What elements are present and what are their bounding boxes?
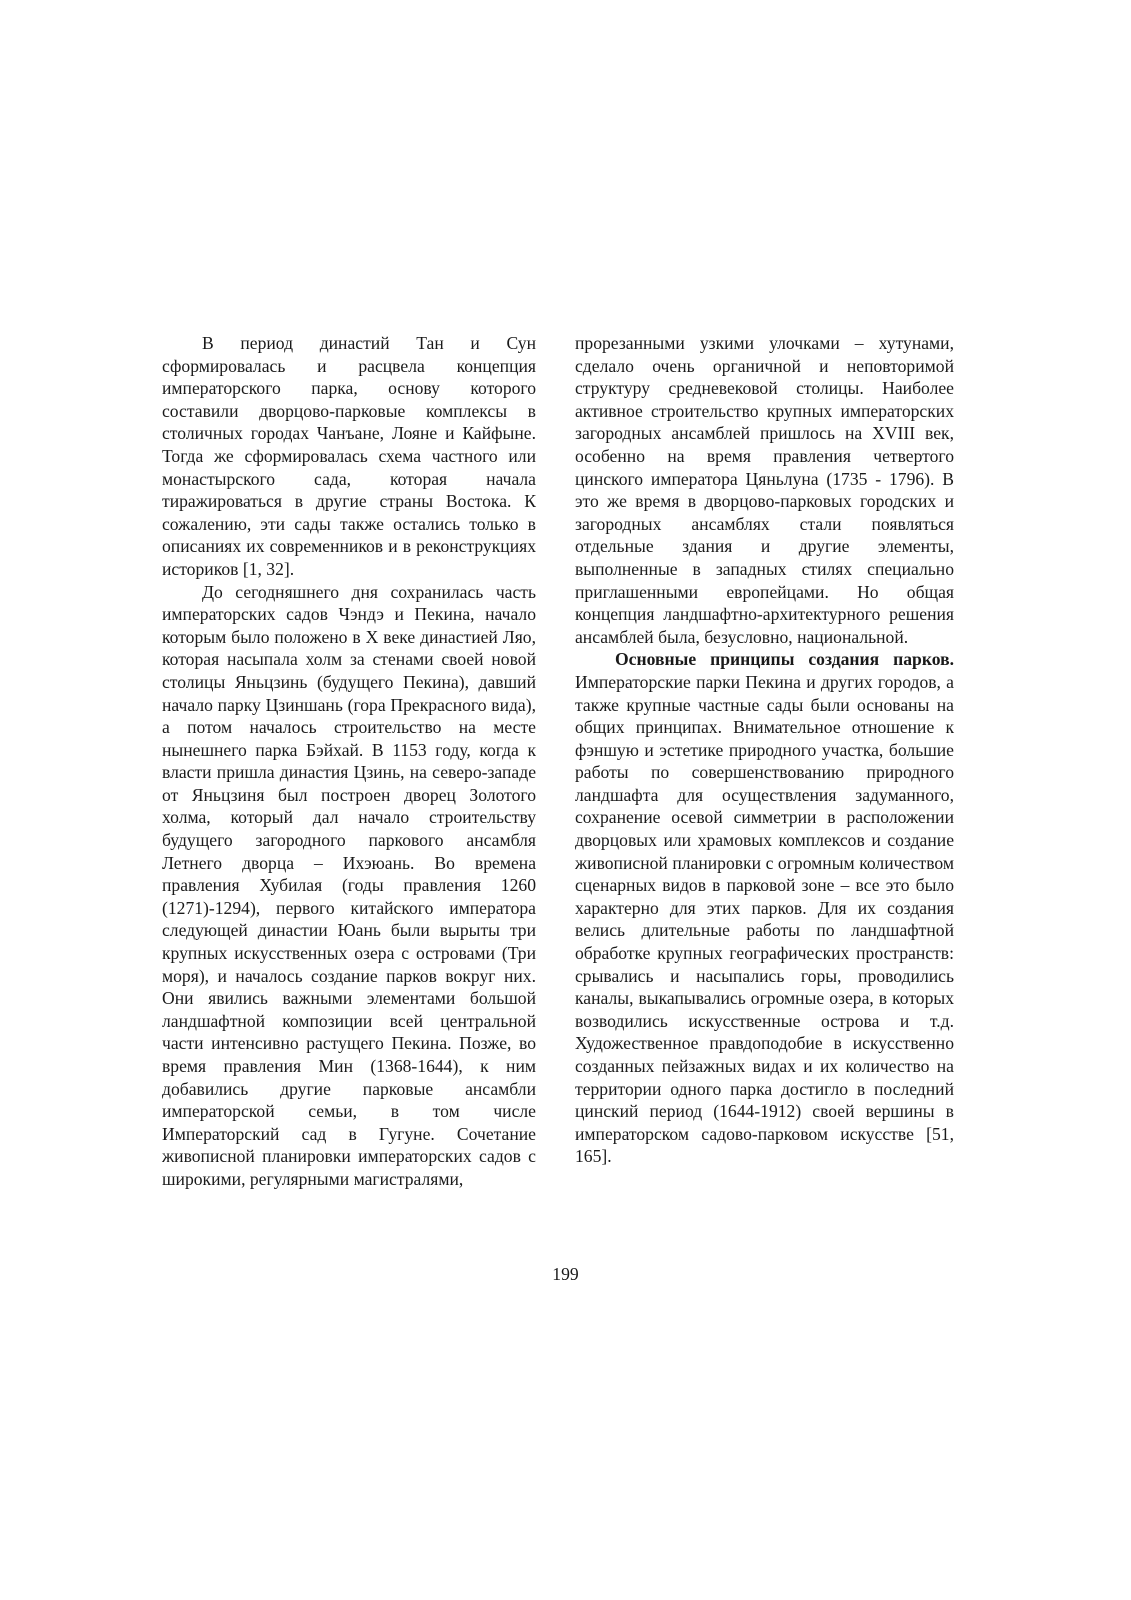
section-body: Императорские парки Пекина и других городов, а также крупные частные сады были основаны на общих принципах. Внимательное отношение к фэншую и эстетике природного участка, большие работы по совершенствованию природного ландшафта для осуществления задуманного, сохранение осевой симметрии в расположении дворцовых или храмовых комплексов и создание живописной планировки с огромным количеством сценарных видов в парковой зоне – все это было характерно для этих парков. Для их создания велись длительные работы по ландшафтной обработке крупных географических пространств: срывались и насыпались горы, проводились каналы, выкапывались огромные озера, в которых возводились искусственные острова и т.д. Художественное правдоподобие в искусственно созданных пейзажных видах и их количество на территории одного парка достигло в последний цинский период (1644-1912) своей вершины в императорском садово-парковом искусстве [51, 165]. [575,671,954,1167]
section-heading: Основные принципы создания парков. [615,649,954,670]
left-paragraph-2: До сегодняшнего дня сохранилась часть императорских садов Чэндэ и Пекина, начало которым было положено в X веке династией Ляо, которая насыпала холм за стенами своей новой столицы Яньцзинь (будущего Пекина), давший начало парку Цзиншань (гора Прекрасного вида), а потом началось строительство на месте нынешнего парка Бэйхай. В 1153 году, когда к власти пришла династия Цзинь, на северо-западе от Яньцзиня был построен дворец Золотого холма, который дал начало строительству будущего загородного паркового ансамбля Летнего дворца – Ихэюань. Во времена правления Хубилая (годы правления 1260 (1271)-1294), первого китайского императора следующей династии Юань были вырыты три крупных искусственных озера с островами (Три моря), и началось создание парков вокруг них. Они явились важными элементами большой ландшафтной композиции всей центральной части интенсивно растущего Пекина. Позже, во время правления Мин (1368-1644), к ним добавились другие парковые ансамбли императорской семьи, в том числе Императорский сад в Гугуне. Сочетание живописной планировки императорских садов с широкими, регулярными магистралями, [162,581,536,1189]
right-paragraph-2 [575,648,954,1168]
left-column [162,332,536,1191]
left-paragraph-1: В период династий Тан и Сун сформировалась и расцвела концепция императорского парка, основу которого составили дворцово-парковые комплексы в столичных городах Чанъане, Лояне и Кайфыне. Тогда же сформировалась схема частного или монастырского сада, которая начала тиражироваться в другие страны Востока. К сожалению, эти сады также остались только в описаниях их современников и в реконструкциях историков [1, 32]. [162,333,536,579]
right-paragraph-1: прорезанными узкими улочками – хутунами, сделало очень органичной и неповторимой структуру средневековой столицы. Наиболее активное строительство крупных императорских загородных ансамблей пришлось на XVIII век, особенно на время правления четвертого цинского императора Цяньлуна (1735 - 1796). В это же время в дворцово-парковых городских и загородных ансамблях стали появляться отдельные здания и другие элементы, выполненные в западных стилях специально приглашенными европейцами. Но общая концепция ландшафтно-архитектурного решения ансамблей была, безусловно, национальной. [575,333,954,647]
page-number: 199 [552,1264,579,1284]
right-column [575,332,954,1168]
